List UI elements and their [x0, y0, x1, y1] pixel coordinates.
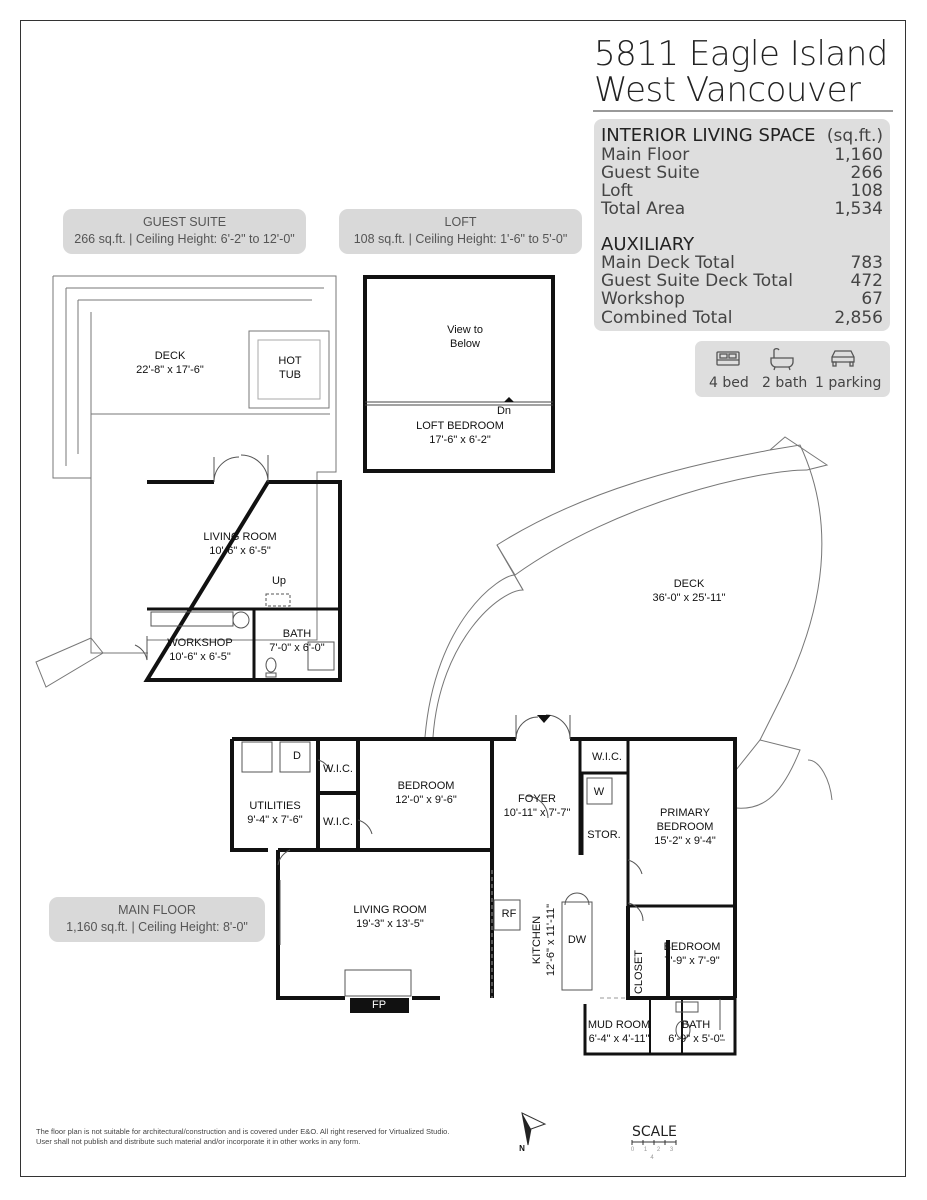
parking-count: 1 parking — [815, 375, 882, 391]
view-to-below-label: View to Below — [447, 324, 483, 350]
dryer-label: D — [293, 750, 301, 762]
disclaimer: The floor plan is not suitable for architectural/construction and is covered under E&O. All right reserved for Virtualized Studio. User shall not publish and distribute such material and/or incorporate it in other works in any form. — [36, 1127, 450, 1146]
foyer-label: FOYER 10'-11" x 7'-7" — [503, 793, 571, 819]
interior-row: Total Area 1,534 — [601, 199, 883, 219]
closet-label: CLOSET — [633, 950, 645, 995]
guest-deck-stair — [36, 638, 103, 687]
auxiliary-row: Combined Total 2,856 — [601, 308, 883, 328]
guest-deck-outline — [53, 276, 336, 653]
main-deck-label: DECK 36'-0" x 25'-11" — [652, 578, 726, 604]
fireplace-label: FP — [371, 999, 387, 1011]
storage-label: STOR. — [587, 829, 621, 841]
auxiliary-row: Main Deck Total 783 — [601, 253, 883, 273]
page-title: 5811 Eagle Island West Vancouver — [594, 34, 888, 110]
auxiliary-row: Workshop 67 — [601, 289, 883, 309]
main-floor-label: MAIN FLOOR 1,160 sq.ft. | Ceiling Height: 8'-0" — [49, 897, 265, 942]
bed-count: 4 bed — [709, 375, 749, 391]
guest-bath-label: BATH 7'-0" x 6'-0" — [269, 628, 325, 654]
washer-label: W — [593, 786, 605, 798]
scale-bar — [632, 1140, 676, 1145]
kitchen-label: KITCHEN 12'-6" x 11'-11" — [531, 903, 557, 977]
bath-count: 2 bath — [762, 375, 808, 391]
wic-label: W.I.C. — [323, 816, 353, 828]
fridge-label: RF — [501, 908, 517, 920]
interior-row: Main Floor 1,160 — [601, 145, 883, 165]
interior-row: Loft 108 — [601, 181, 883, 201]
interior-heading: INTERIOR LIVING SPACE — [601, 125, 816, 146]
workshop-label: WORKSHOP 10'-6" x 6'-5" — [167, 637, 233, 663]
up-stair-label: Up — [271, 575, 287, 587]
auxiliary-heading: AUXILIARY — [601, 234, 695, 255]
guest-deck-label: DECK 22'-8" x 17'-6" — [136, 350, 204, 376]
interior-row: Guest Suite 266 — [601, 163, 883, 183]
down-stair-label: Dn — [496, 405, 512, 417]
main-deck-outline — [433, 445, 822, 740]
hot-tub-label: HOT TUB — [278, 355, 302, 381]
bedroom-label: BEDROOM 12'-0" x 9'-6" — [395, 780, 457, 806]
scale-label: SCALE — [632, 1124, 677, 1140]
guest-living-room-label: LIVING ROOM 10'-6" x 6'-5" — [203, 531, 277, 557]
loft-label: LOFT 108 sq.ft. | Ceiling Height: 1'-6" to 5'-0" — [339, 209, 582, 254]
guest-suite-label: GUEST SUITE 266 sq.ft. | Ceiling Height: 6'-2" to 12'-0" — [63, 209, 306, 254]
mud-room-label: MUD ROOM 6'-4" x 4'-11" — [587, 1019, 651, 1045]
interior-unit: (sq.ft.) — [826, 126, 883, 146]
bedroom-label: BEDROOM 7'-9" x 7'-9" — [663, 941, 721, 967]
compass-icon — [522, 1113, 545, 1145]
wic-label: W.I.C. — [592, 751, 622, 763]
loft-bedroom-label: LOFT BEDROOM 17'-6" x 6'-2" — [416, 420, 504, 446]
wic-label: W.I.C. — [323, 763, 353, 775]
compass-north-label: N — [519, 1144, 525, 1153]
bath-label: BATH 6'-9" x 5'-0" — [668, 1019, 724, 1045]
primary-bedroom-label: PRIMARY BEDROOM 15'-2" x 9'-4" — [654, 807, 716, 847]
auxiliary-row: Guest Suite Deck Total 472 — [601, 271, 883, 291]
scale-ticks: 0 1 2 3 4 — [630, 1147, 678, 1161]
dishwasher-label: DW — [567, 934, 587, 946]
utilities-label: UTILITIES 9'-4" x 7'-6" — [247, 800, 303, 826]
living-room-label: LIVING ROOM 19'-3" x 13'-5" — [353, 904, 427, 930]
